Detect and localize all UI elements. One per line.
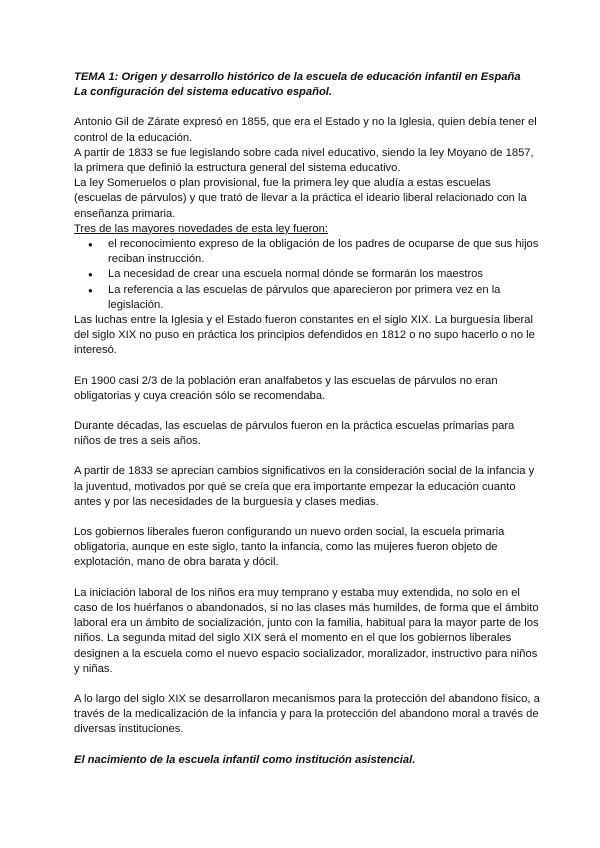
paragraph-decadas: Durante décadas, las escuelas de párvulos fueron en la práctica escuelas primarias para niños de tres a seis años. xyxy=(74,420,515,448)
section-heading: El nacimiento de la escuela infantil como institución asistencial. xyxy=(74,753,416,766)
paragraph-cambios-1833: A partir de 1833 se aprecian cambios significativos en la consideración social de la infancia y la juventud, motivados por qué se creía que era importante empezar la educación cuanto antes y por las necesidades de la burguesía y clases medias. xyxy=(74,465,535,508)
title-line-1: TEMA 1: Origen y desarrollo histórico de la escuela de educación infantil en España xyxy=(74,71,521,83)
title-line-2: La configuración del sistema educativo español. xyxy=(74,86,333,99)
paragraph-iniciacion-laboral: La iniciación laboral de los niños era muy temprano y estaba muy extendida, no solo en el caso de los huérfanos o abandonados, si no las clases más humildes, de forma que el ámbito laboral era un ámbito de socialización, junto con la familia, habitual para la mayor parte de los niños. La segunda mitad del siglo XIX será el momento en el que los gobiernos liberales designen a la escuela como el nuevo espacio socializador, moralizador, instructivo para niños y niñas. xyxy=(74,586,539,675)
document-title xyxy=(74,70,540,100)
novedades-list xyxy=(74,237,540,313)
list-item: ● La referencia a las escuelas de párvulos que aparecieron por primera vez en la legislación. xyxy=(108,283,540,313)
paragraph-gil-de-zarate: Antonio Gil de Zárate expresó en 1855, que era el Estado y no la Iglesia, quien debía tener el control de la educación. xyxy=(74,116,537,144)
list-item: ● La necesidad de crear una escuela normal dónde se formarán los maestros xyxy=(108,267,540,282)
paragraph-iglesia-estado: Las luchas entre la Iglesia y el Estado fueron constantes en el siglo XIX. La burguesía liberal del siglo XIX no puso en práctica los principios defendidos en 1812 o no supo hacerlo o no le interesó. xyxy=(74,314,535,357)
paragraph-ley-someruelos: La ley Someruelos o plan provisional, fue la primera ley que aludía a estas escuelas (escuelas de párvulos) y que trató de llevar a la práctica el ideario liberal relacionado con la enseñanza primaria. xyxy=(74,177,527,220)
paragraph-1900: En 1900 casi 2/3 de la población eran analfabetos y las escuelas de párvulos no eran obligatorias y cuya creación sólo se recomendaba. xyxy=(74,374,498,402)
paragraph-ley-moyano: A partir de 1833 se fue legislando sobre cada nivel educativo, siendo la ley Moyano de 1857, la primera que definió la estructura general del sistema educativo. xyxy=(74,146,534,175)
list-heading: Tres de las mayores novedades de esta ley fueron: xyxy=(74,222,328,235)
list-item: ● el reconocimiento expreso de la obligación de los padres de ocuparse de que sus hijos reciban instrucción. xyxy=(108,237,540,267)
paragraph-gobiernos-liberales: Los gobiernos liberales fueron configurando un nuevo orden social, la escuela primaria obligatoria, aunque en este siglo, tanto la infancia, como las mujeres fueron objeto de explotación, mano de obra barata y dócil. xyxy=(74,526,505,569)
paragraph-siglo-xix: A lo largo del siglo XIX se desarrollaron mecanismos para la protección del abandono físico, a través de la medicalización de la infancia y para la protección del abandono moral a través de diversas instituciones. xyxy=(74,692,540,736)
